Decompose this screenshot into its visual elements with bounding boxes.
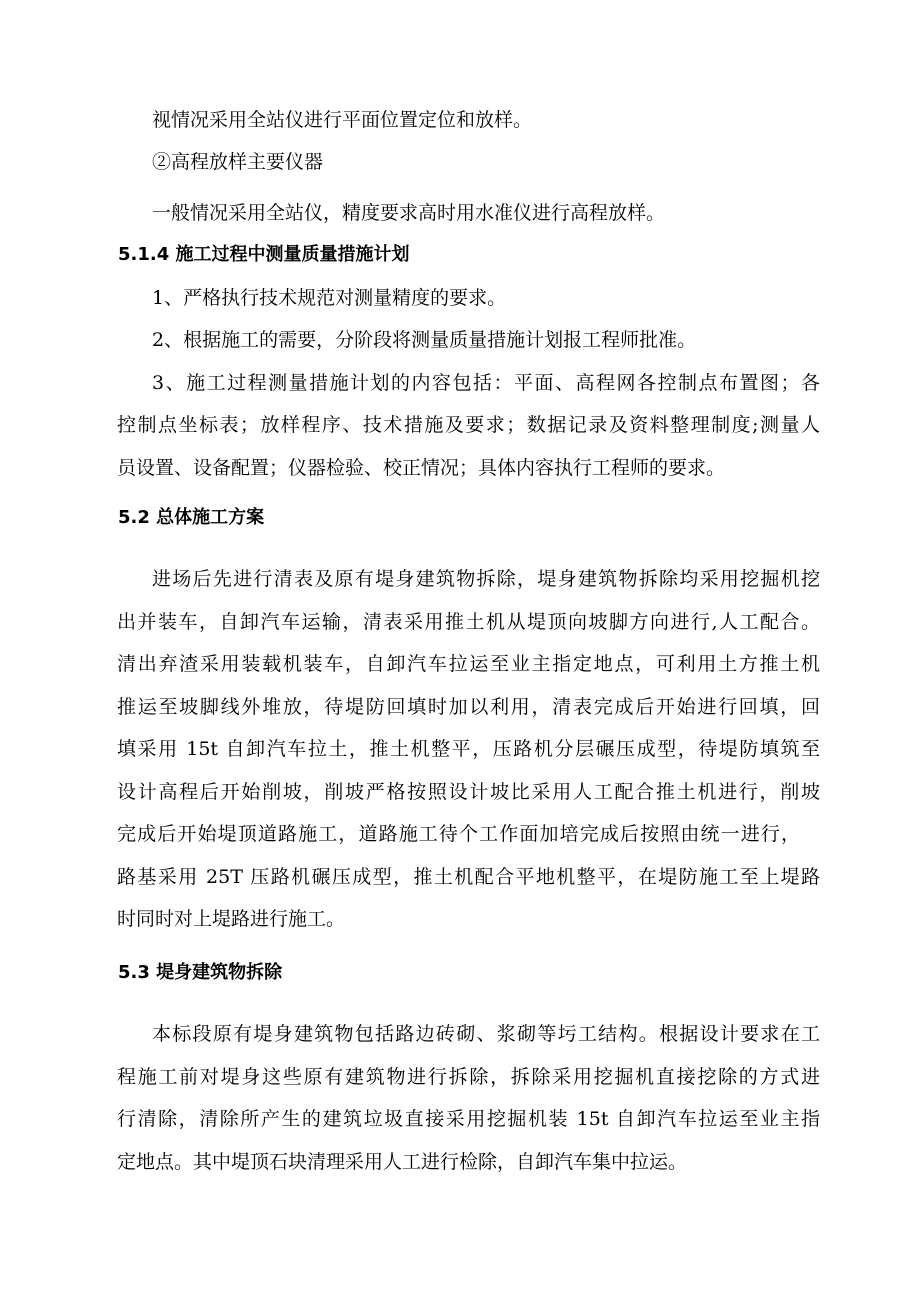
item-title: ②高程放样主要仪器: [152, 151, 324, 173]
paragraph-line: 视情况采用全站仪进行平面位置定位和放样。: [152, 109, 533, 131]
paragraph-line: 行清除，清除所产生的建筑垃圾直接采用挖掘机装 15t 自卸汽车拉运至业主指: [117, 1108, 820, 1130]
paragraph-line: 出并装车，自卸汽车运输，清表采用推土机从堤顶向坡脚方向进行,人工配合。: [117, 611, 820, 633]
paragraph-line: 一般情况采用全站仪，精度要求高时用水准仪进行高程放样。: [152, 202, 666, 224]
list-item: 2、根据施工的需要，分阶段将测量质量措施计划报工程师批准。: [152, 329, 697, 351]
paragraph-line: 控制点坐标表；放样程序、技术措施及要求；数据记录及资料整理制度;测量人: [117, 414, 820, 436]
paragraph-line: 填采用 15t 自卸汽车拉土，推土机整平，压路机分层碾压成型，待堤防填筑至: [117, 738, 820, 760]
section-heading-5-3: 5.3 堤身建筑物拆除: [118, 962, 283, 983]
paragraph-line: 程施工前对堤身这些原有建筑物进行拆除，拆除采用挖掘机直接挖除的方式进: [117, 1066, 820, 1088]
paragraph-line: 3、施工过程测量措施计划的内容包括：平面、高程网各控制点布置图；各: [152, 372, 820, 394]
paragraph-line: 路基采用 25T 压路机碾压成型，推土机配合平地机整平，在堤防施工至上堤路: [117, 866, 820, 888]
paragraph-line: 推运至坡脚线外堆放，待堤防回填时加以利用，清表完成后开始进行回填，回: [117, 696, 820, 718]
paragraph-line: 清出弃渣采用装载机装车，自卸汽车拉运至业主指定地点，可利用土方推土机: [117, 653, 820, 675]
section-heading-5-2: 5.2 总体施工方案: [118, 507, 265, 528]
paragraph-line: 员设置、设备配置；仪器检验、校正情况；具体内容执行工程师的要求。: [117, 457, 726, 479]
paragraph-line: 完成后开始堤顶道路施工，道路施工待个工作面加培完成后按照由统一进行，: [117, 823, 800, 845]
paragraph-line: 时同时对上堤路进行施工。: [117, 908, 346, 930]
paragraph-line: 进场后先进行清表及原有堤身建筑物拆除，堤身建筑物拆除均采用挖掘机挖: [152, 568, 820, 590]
section-heading-5-1-4: 5.1.4 施工过程中测量质量措施计划: [118, 244, 410, 265]
paragraph-line: 设计高程后开始削坡，削坡严格按照设计坡比采用人工配合推土机进行，削坡: [117, 781, 820, 803]
paragraph-line: 本标段原有堤身建筑物包括路边砖砌、浆砌等圬工结构。根据设计要求在工: [152, 1023, 820, 1045]
paragraph-line: 定地点。其中堤顶石块清理采用人工进行检除，自卸汽车集中拉运。: [117, 1151, 688, 1173]
list-item: 1、严格执行技术规范对测量精度的要求。: [152, 287, 507, 309]
